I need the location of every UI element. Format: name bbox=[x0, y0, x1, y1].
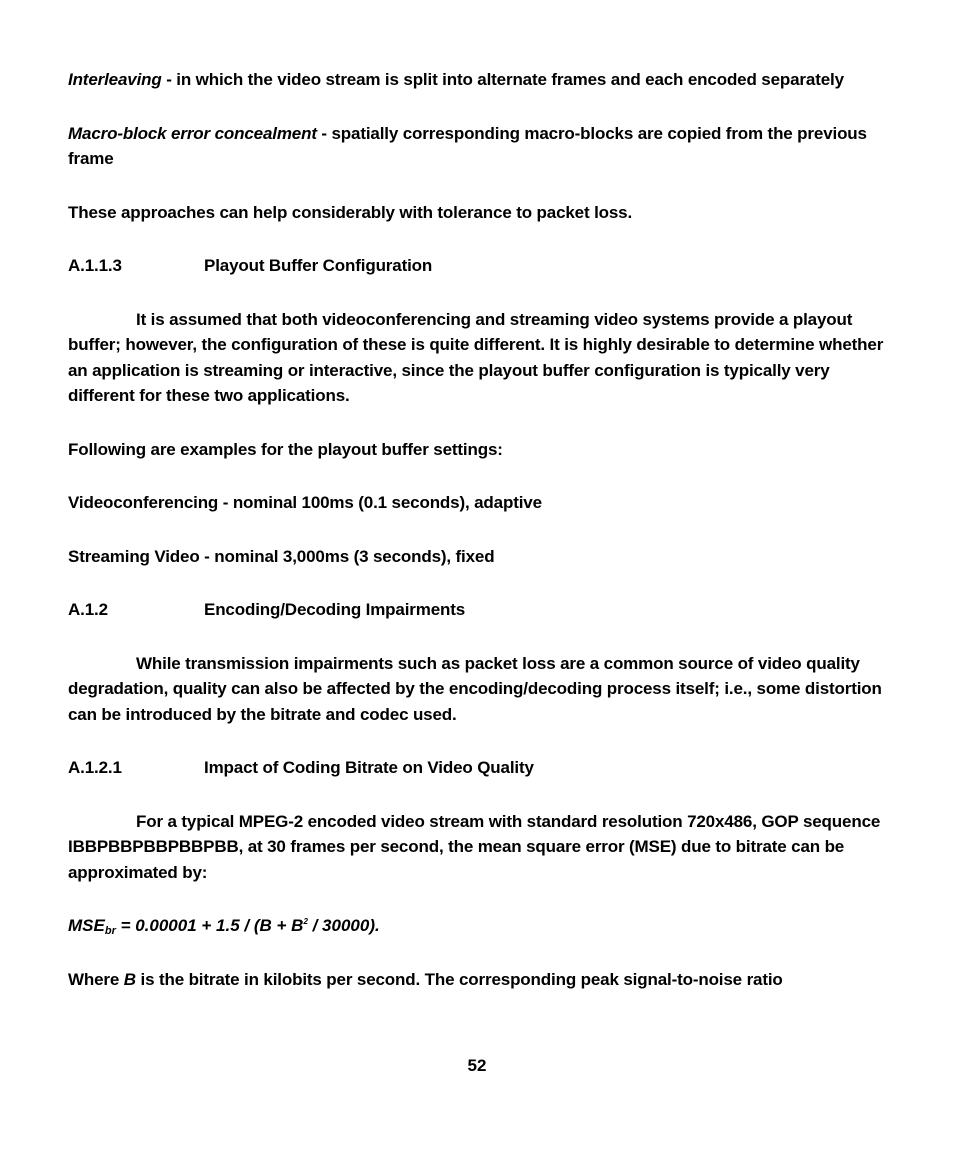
where-prefix: Where bbox=[68, 969, 124, 989]
streaming-video-setting: Streaming Video - nominal 3,000ms (3 seconds), fixed bbox=[68, 546, 495, 566]
approaches-paragraph: These approaches can help considerably with tolerance to packet loss. bbox=[68, 202, 633, 222]
macro-block-text: - spatially corresponding macro-blocks are copied from the previous frame bbox=[68, 123, 867, 168]
interleaving-text: - in which the video stream is split into alternate frames and each encoded separately bbox=[161, 70, 844, 89]
section-number: A.1.2.1 bbox=[68, 758, 122, 777]
section-number: A.1.2 bbox=[68, 600, 108, 619]
interleaving-paragraph bbox=[68, 67, 888, 93]
formula-subscript: br bbox=[104, 925, 116, 937]
document-body bbox=[68, 67, 888, 1020]
section-title: Impact of Coding Bitrate on Video Quality bbox=[204, 758, 534, 777]
videoconferencing-setting: Videoconferencing - nominal 100ms (0.1 seconds), adaptive bbox=[68, 493, 542, 512]
section-number: A.1.1.3 bbox=[68, 256, 122, 275]
formula-lhs: MSE bbox=[68, 916, 105, 935]
section-title: Playout Buffer Configuration bbox=[204, 256, 433, 275]
formula-superscript: 2 bbox=[303, 917, 308, 926]
playout-buffer-paragraph: It is assumed that both videoconferencing and streaming video systems provide a playout buffer; however, the configuration of these is quite different. It is highly desirable to determine whether an application is streaming or interactive, since the playout buffer configuration is typically very different for these two applications. bbox=[68, 309, 884, 405]
where-paragraph bbox=[68, 967, 888, 993]
mse-formula bbox=[68, 913, 888, 939]
where-suffix: is the bitrate in kilobits per second. The corresponding peak signal-to-noise ratio bbox=[135, 969, 783, 989]
bitrate-paragraph: For a typical MPEG-2 encoded video stream with standard resolution 720x486, GOP sequence IBBPBBPBBPBBPBB, at 30 frames per second, the mean square error (MSE) due to bitrate can be approximated by: bbox=[68, 811, 881, 882]
where-variable: B bbox=[123, 969, 136, 989]
section-heading-playout-buffer bbox=[68, 253, 888, 279]
interleaving-term: Interleaving bbox=[68, 70, 162, 89]
encoding-impairments-paragraph: While transmission impairments such as packet loss are a common source of video quality degradation, quality can also be affected by the encoding/decoding process itself; i.e., some distortion can be introduced by the bitrate and codec used. bbox=[68, 653, 882, 724]
section-title: Encoding/Decoding Impairments bbox=[204, 600, 466, 619]
macro-block-term: Macro-block error concealment bbox=[68, 123, 317, 143]
page-number: 52 bbox=[467, 1056, 487, 1075]
macro-block-paragraph bbox=[68, 121, 888, 172]
formula-middle: = 0.00001 + 1.5 / (B + B bbox=[115, 916, 304, 935]
section-heading-coding-bitrate bbox=[68, 755, 888, 781]
formula-end: / 30000). bbox=[307, 916, 380, 935]
examples-intro-paragraph: Following are examples for the playout buffer settings: bbox=[68, 439, 503, 459]
section-heading-encoding-impairments bbox=[68, 597, 888, 623]
